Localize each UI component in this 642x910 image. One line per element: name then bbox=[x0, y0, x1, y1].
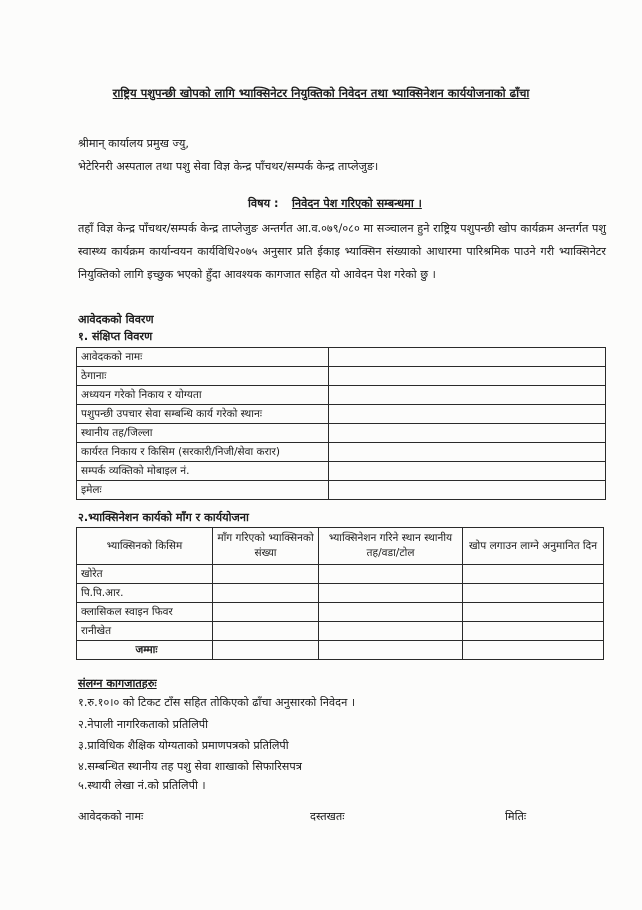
value-cell[interactable] bbox=[319, 622, 463, 641]
value-cell[interactable] bbox=[213, 565, 319, 584]
table-row bbox=[77, 405, 606, 424]
attachment-item: ५.स्थायी लेखा नं.को प्रतिलिपी । bbox=[78, 779, 206, 792]
attachment-item: ३.प्राविधिक शैक्षिक योग्यताको प्रमाणपत्रको प्रतिलिपी bbox=[78, 739, 289, 752]
value-cell[interactable] bbox=[213, 603, 319, 622]
value-cell[interactable] bbox=[213, 641, 319, 660]
value-cell[interactable] bbox=[329, 443, 606, 462]
attachment-item: २.नेपाली नागरिकताको प्रतिलिपी bbox=[78, 718, 209, 731]
value-cell[interactable] bbox=[319, 565, 463, 584]
row-label: सम्पर्क व्यक्तिको मोबाइल नं. bbox=[77, 462, 329, 481]
applicant-details-table bbox=[76, 347, 606, 500]
value-cell[interactable] bbox=[319, 584, 463, 603]
table-row bbox=[77, 584, 604, 603]
addressee-line-1: श्रीमान् कार्यालय प्रमुख ज्यु, bbox=[78, 137, 189, 150]
value-cell[interactable] bbox=[213, 622, 319, 641]
table-row bbox=[77, 443, 606, 462]
value-cell[interactable] bbox=[329, 424, 606, 443]
table-row bbox=[77, 367, 606, 386]
subject-text: निवेदन पेश गरिएको सम्बन्धमा । bbox=[292, 197, 422, 210]
row-label: पशुपन्छी उपचार सेवा सम्बन्धि कार्य गरेको स्थानः bbox=[77, 405, 329, 424]
applicant-name-label: आवेदकको नामः bbox=[78, 810, 144, 823]
column-header: माँग गरिएको भ्याक्सिनको संख्या bbox=[213, 528, 319, 565]
column-header: भ्याक्सिनको किसिम bbox=[77, 528, 213, 565]
vaccine-type-cell: खोरेत bbox=[77, 565, 213, 584]
row-label: इमेलः bbox=[77, 481, 329, 500]
total-label: जम्माः bbox=[77, 641, 213, 660]
value-cell[interactable] bbox=[319, 641, 463, 660]
table-row bbox=[77, 348, 606, 367]
table-total-row bbox=[77, 641, 604, 660]
value-cell[interactable] bbox=[463, 565, 604, 584]
vaccine-type-cell: क्लासिकल स्वाइन फिवर bbox=[77, 603, 213, 622]
value-cell[interactable] bbox=[463, 641, 604, 660]
date-label: मितिः bbox=[505, 810, 527, 823]
value-cell[interactable] bbox=[329, 367, 606, 386]
column-header: खोप लगाउन लाग्ने अनुमानित दिन bbox=[463, 528, 604, 565]
column-header: भ्याक्सिनेशन गरिने स्थान स्थानीय तह/वडा/टोल bbox=[319, 528, 463, 565]
section1-heading: १. संक्षिप्त विवरण bbox=[78, 330, 153, 343]
value-cell[interactable] bbox=[329, 405, 606, 424]
row-label: ठेगानाः bbox=[77, 367, 329, 386]
value-cell[interactable] bbox=[329, 348, 606, 367]
addressee-line-2: भेटेरिनरी अस्पताल तथा पशु सेवा विज्ञ केन्द्र पाँचथर/सम्पर्क केन्द्र ताप्लेजुङ। bbox=[78, 160, 379, 173]
vaccination-plan-table bbox=[76, 527, 604, 660]
value-cell[interactable] bbox=[463, 603, 604, 622]
attachment-item: १.रु.१०।० को टिकट टाँस सहित तोकिएको ढाँचा अनुसारको निवेदन । bbox=[78, 696, 356, 709]
row-label: अध्ययन गरेको निकाय र योग्यता bbox=[77, 386, 329, 405]
table-row bbox=[77, 622, 604, 641]
value-cell[interactable] bbox=[329, 462, 606, 481]
row-label: स्थानीय तह/जिल्ला bbox=[77, 424, 329, 443]
row-label: आवेदकको नामः bbox=[77, 348, 329, 367]
row-label: कार्यरत निकाय र किसिम (सरकारी/निजी/सेवा करार) bbox=[77, 443, 329, 462]
table-row bbox=[77, 565, 604, 584]
vaccine-type-cell: पि.पि.आर. bbox=[77, 584, 213, 603]
document-title: राष्ट्रिय पशुपन्छी खोपको लागि भ्याक्सिनेटर नियुक्तिको निवेदन तथा भ्याक्सिनेशन कार्ययोजनाको ढाँचा bbox=[112, 86, 530, 100]
section2-heading: २.भ्याक्सिनेशन कार्यको माँग र कार्ययोजना bbox=[78, 511, 249, 524]
table-row bbox=[77, 386, 606, 405]
signature-label: दस्तखतः bbox=[310, 810, 345, 823]
value-cell[interactable] bbox=[463, 584, 604, 603]
table-header-row bbox=[77, 528, 604, 565]
attachments-heading: संलग्न कागजातहरुः bbox=[78, 677, 157, 690]
table-row bbox=[77, 424, 606, 443]
table-row bbox=[77, 481, 606, 500]
table-row bbox=[77, 603, 604, 622]
table-row bbox=[77, 462, 606, 481]
value-cell[interactable] bbox=[463, 622, 604, 641]
body-paragraph: तहाँ विज्ञ केन्द्र पाँचथर/सम्पर्क केन्द्र ताप्लेजुङ अन्तर्गत आ.व.०७९/०८० मा सञ्चालन हुने राष्ट्रिय पशुपन्छी खोप कार्यक्रम अन्तर्गत पशु स्वास्थ्य कार्यक्रम कार्यान्वयन कार्यविधि२०७५ अनुसार प्रति ईकाइ भ्याक्सिन संख्याको आधारमा पारिश्रमिक पाउने गरी भ्याक्सिनेटर नियुक्तिको लागि इच्छुक भएको हुँदा आवश्यक कागजात सहित यो आवेदन पेश गरेको छु । bbox=[78, 222, 606, 281]
subject-label: विषय : bbox=[248, 197, 279, 210]
value-cell[interactable] bbox=[213, 584, 319, 603]
applicant-heading: आवेदकको विवरण bbox=[78, 313, 154, 326]
vaccine-type-cell: रानीखेत bbox=[77, 622, 213, 641]
value-cell[interactable] bbox=[329, 481, 606, 500]
attachment-item: ४.सम्बन्धित स्थानीय तह पशु सेवा शाखाको सिफारिसपत्र bbox=[78, 760, 302, 773]
value-cell[interactable] bbox=[329, 386, 606, 405]
value-cell[interactable] bbox=[319, 603, 463, 622]
